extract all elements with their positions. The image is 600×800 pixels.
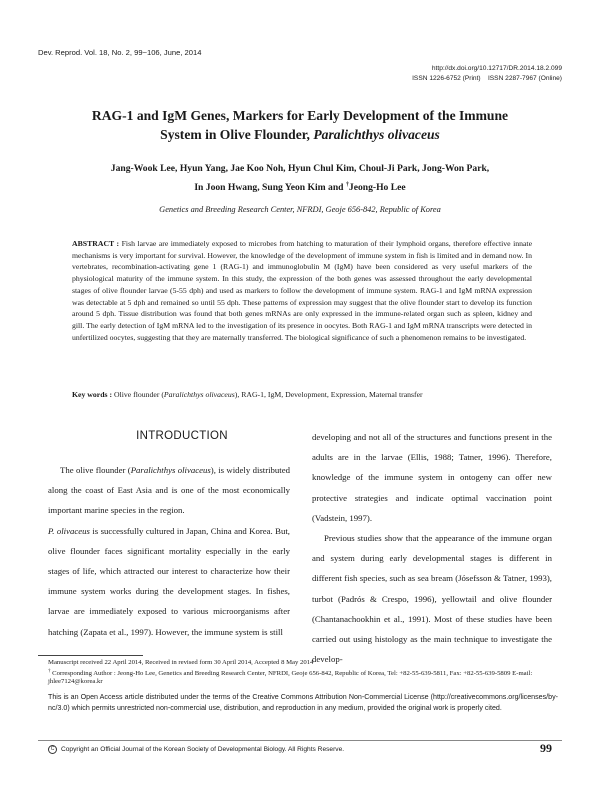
- abstract-label: ABSTRACT :: [72, 239, 120, 248]
- intro-paragraph-1-cont: [48, 521, 290, 642]
- keywords-text-pre: Olive flounder (: [113, 390, 164, 399]
- intro-p1-species: Paralichthys olivaceus: [130, 465, 211, 475]
- issn-line: ISSN 1226-6752 (Print) ISSN 2287-7967 (Online): [412, 74, 562, 82]
- corresponding-author-note: [48, 668, 558, 687]
- copyright-icon: C: [48, 745, 57, 754]
- author-list: [40, 160, 560, 196]
- authors-line-2: [40, 177, 560, 196]
- intro-paragraph-2: Previous studies show that the appearance of the immune organ and system during early developmental stages is different in different fish species, such as sea bream (Jósefsson & Tatner, 1993), turbot (Padrós & Crespo, 1996), yellowtail and olive flounder (Chantanachookhin et al., 1991). Most of these studies have been carried out using histology as the main technique to investigate the develop-: [312, 533, 552, 665]
- footnote-divider: [38, 655, 143, 656]
- affiliation: Genetics and Breeding Research Center, NFRDI, Geoje 656-842, Republic of Korea: [159, 205, 441, 214]
- corresponding-author-details: Corresponding Author : Jeong-Ho Lee, Genetics and Breeding Research Center, NFRDI, Geoje 656-842, Republic of Korea, Tel: +82-55-639-5811, Fax: +82-55-639-5809 E-mail: jhlee7124@korea.kr: [48, 669, 533, 686]
- manuscript-dates: Manuscript received 22 April 2014, Received in revised form 30 April 2014, Accepted 8 May 2014: [48, 659, 314, 666]
- footer-divider: [38, 740, 562, 741]
- abstract-text: Fish larvae are immediately exposed to microbes from hatching to maturation of their lymphoid organs, therefore effective innate mechanisms is very important for survival. However, the knowledge of the development of immune system in fish is limited and in demand now. In vertebrates, recombination-activating gene 1 (RAG-1) and immunoglobulin M (IgM) have been considered as very useful markers of the physiological maturity of the immune system. In this study, the expression of the both genes was assessed throughout the early developmental stages of olive flounder larvae (5-55 dph) and used as markers to follow the development of immune system. RAG-1 and IgM mRNA expression was detectable at 5 dph and remained so until 55 dph. These patterns of expression may suggest that the olive flounder start to develop its function around 5 dph. Tissue distribution was found that both genes mRNAs are only expressed in the immune-related organ such as spleen, kidney and gill. The early detection of IgM mRNA led to the investigation of its presence in oocytes. Both RAG-1 and IgM mRNA transcripts were detected in unfertilized oocytes, suggesting that they are maternally transferred. The biological significance of such a phenomenon remains to be investigated.: [72, 239, 533, 342]
- footnote-dagger: †: [48, 668, 51, 674]
- title-line-1: RAG-1 and IgM Genes, Markers for Early Development of the Immune: [91, 108, 509, 123]
- doi-link[interactable]: http://dx.doi.org/10.12717/DR.2014.18.2.099: [431, 65, 562, 72]
- intro-p1-pre: The olive flounder (: [60, 465, 131, 475]
- left-column: [48, 460, 290, 642]
- authors-line-1: Jang-Wook Lee, Hyun Yang, Jae Koo Noh, Hyun Chul Kim, Choul-Ji Park, Jong-Won Park,: [110, 163, 490, 174]
- authors-line-2-text: In Joon Hwang, Sung Yeon Kim and: [194, 182, 346, 194]
- intro-p2-species: P. olivaceus: [48, 525, 90, 536]
- journal-reference: Dev. Reprod. Vol. 18, No. 2, 99~106, June, 2014: [38, 48, 202, 57]
- title-species-name: Paralichthys olivaceus: [313, 127, 440, 142]
- intro-paragraph-1: [48, 460, 290, 521]
- copyright-text: Copyright an Official Journal of the Korean Society of Developmental Biology. All Rights Reserve.: [61, 746, 345, 753]
- paper-title: [40, 106, 560, 144]
- corresponding-author-name: Jeong-Ho Lee: [348, 182, 406, 194]
- abstract: [72, 238, 532, 343]
- doi-issn-block: [412, 64, 562, 83]
- keywords-text-post: ), RAG-1, IgM, Development, Expression, Maternal transfer: [234, 390, 423, 399]
- keywords-label: Key words :: [72, 390, 113, 399]
- keywords: [72, 389, 532, 400]
- footnotes: [48, 659, 558, 687]
- license-statement: This is an Open Access article distributed under the terms of the Creative Commons Attribution Non-Commercial License (http://creativecommons.org/licenses/by-nc/3.0) which permits unrestricted non-commercial use, distribution, and reproduction in any medium, provided the original work is properly cited.: [48, 693, 558, 712]
- intro-p2-post: is successfully cultured in Japan, China and Korea. But, olive flounder faces significant mortality especially in the early stages of life, which attracted our interest to characterize how their immune system works during the development stages. In fishes, larvae are immediately exposed to various microorganisms after hatching (Zapata et al., 1997). However, the immune system is still: [48, 525, 290, 637]
- page-number: 99: [540, 741, 552, 755]
- keywords-species: Paralichthys olivaceus: [163, 390, 235, 399]
- intro-p1-post: ), is widely distributed along the coast of East Asia and is one of the most economically important marine species in the region.: [48, 465, 291, 516]
- title-line-2: [40, 125, 560, 144]
- intro-paragraph-continued: developing and not all of the structures and functions present in the adults are in the larvae (Ellis, 1988; Tatner, 1996). Therefore, knowledge of the immune system in ontogeny can offer new protective strategies and indicate optimal vaccination point (Vadstein, 1997).: [312, 432, 552, 523]
- title-line-2-text: System in Olive Flounder,: [160, 127, 314, 142]
- copyright-line: [48, 745, 344, 754]
- corresponding-dagger: †: [345, 182, 349, 188]
- right-column: [312, 427, 552, 669]
- introduction-heading: INTRODUCTION: [136, 430, 228, 442]
